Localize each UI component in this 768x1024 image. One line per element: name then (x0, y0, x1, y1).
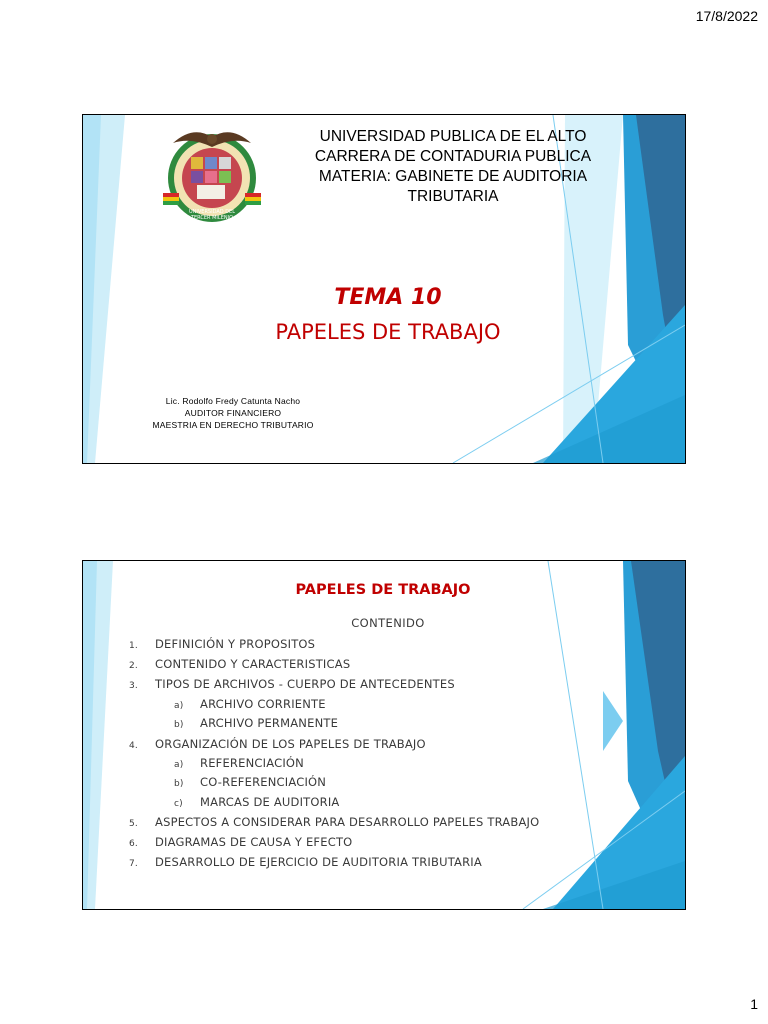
author-block (143, 395, 323, 431)
slide-title (82, 114, 686, 464)
slide-contents (82, 560, 686, 910)
list-item: 1. DEFINICIÓN Y PROPOSITOS (129, 637, 316, 651)
list-item: 2. CONTENIDO Y CARACTERISTICAS (129, 657, 351, 671)
author-role: AUDITOR FINANCIERO (184, 408, 282, 418)
tema-subtitle: PAPELES DE TRABAJO (275, 320, 501, 344)
author-degree: MAESTRIA EN DERECHO TRIBUTARIO (152, 420, 314, 430)
list-item: 5. ASPECTOS A CONSIDERAR PARA DESARROLLO PAPELES TRABAJO (129, 815, 540, 829)
university-line: MATERIA: GABINETE DE AUDITORIA (318, 168, 588, 185)
list-item: 3. TIPOS DE ARCHIVOS - CUERPO DE ANTECEDENTES (129, 677, 455, 691)
university-line: CARRERA DE CONTADURIA PUBLICA (314, 148, 592, 165)
list-subitem: b) ARCHIVO PERMANENTE (174, 716, 339, 730)
university-seal-logo (163, 123, 261, 225)
list-subitem: a) ARCHIVO CORRIENTE (174, 697, 326, 711)
list-subitem: b) CO-REFERENCIACIÓN (174, 775, 327, 789)
seal-bottom-text-2: TERCER MILENIO (190, 215, 234, 221)
list-item: 7. DESARROLLO DE EJERCICIO DE AUDITORIA TRIBUTARIA (129, 855, 482, 869)
tema-title: TEMA 10 (334, 285, 442, 310)
author-name: Lic. Rodolfo Fredy Catunta Nacho (165, 396, 301, 406)
list-item: 4. ORGANIZACIÓN DE LOS PAPELES DE TRABAJO (129, 737, 426, 751)
university-line: UNIVERSIDAD PUBLICA DE EL ALTO (319, 128, 587, 145)
list-item: 6. DIAGRAMAS DE CAUSA Y EFECTO (129, 835, 353, 849)
list-subitem: a) REFERENCIACIÓN (174, 756, 304, 770)
page-date: 17/8/2022 (695, 8, 758, 24)
university-heading (288, 127, 618, 207)
contents-heading: CONTENIDO (351, 616, 425, 630)
page-number: 1 (750, 996, 758, 1012)
seal-top-text: UPEA (204, 128, 220, 135)
list-subitem: c) MARCAS DE AUDITORIA (174, 795, 340, 809)
contents-title: PAPELES DE TRABAJO (295, 582, 471, 598)
university-line: TRIBUTARIA (407, 188, 499, 205)
seal-bottom-text-1: UNIVERSIDAD DEL (189, 209, 235, 215)
